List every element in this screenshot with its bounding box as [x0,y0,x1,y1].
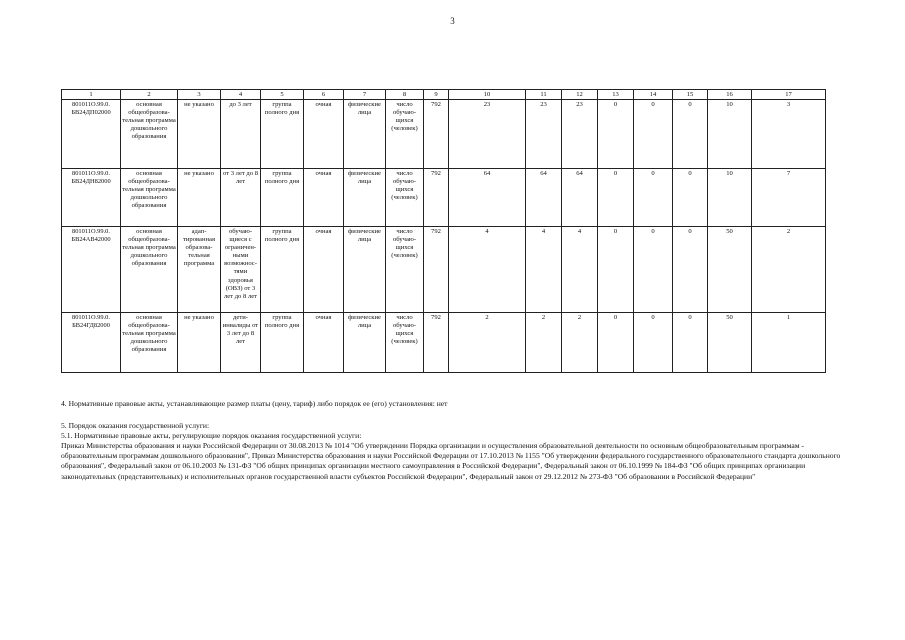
table-cell: от 3 лет до 8 лет [221,169,261,227]
table-cell: 23 [562,100,598,169]
table-header-row [62,90,826,100]
column-header: 10 [449,90,526,100]
table-cell: 4 [562,227,598,313]
table-cell: группа полного дня [261,227,304,313]
table-cell: 792 [424,169,449,227]
table-cell: число обучаю-щихся (человек) [386,227,424,313]
column-header: 9 [424,90,449,100]
table-cell: физические лица [344,313,386,373]
column-header: 8 [386,90,424,100]
table-cell: 0 [598,100,634,169]
section-5-1-heading: 5.1. Нормативные правовые акты, регулирующие порядок оказания государственной услуги: [61,431,362,440]
table-cell: не указано [178,169,221,227]
table-row [62,227,826,313]
table-cell: число обучаю-щихся (человек) [386,100,424,169]
table-cell: дети-инвалиды от 3 лет до 8 лет [221,313,261,373]
table-cell: основная общеобразова-тельная программа дошкольного образования [121,227,178,313]
table-cell: 23 [449,100,526,169]
table-cell: 4 [526,227,562,313]
table-cell: 0 [634,227,673,313]
column-header: 7 [344,90,386,100]
table-cell: основная общеобразова-тельная программа дошкольного образования [121,313,178,373]
table-cell: 3 [752,100,826,169]
table-cell: 0 [598,313,634,373]
column-header: 11 [526,90,562,100]
section-4-text: 4. Нормативные правовые акты, устанавливающие размер платы (цену, тариф) либо порядок ее (его) установления: нет [61,399,448,408]
table-cell: не указано [178,100,221,169]
legal-acts-text: Приказ Министерства образования и науки Российской Федерации от 30.08.2013 № 1014 "Об утверждении Порядка организации и осуществления образовательной деятельности по основным общеобразовательным программам - образовательным программам дошкольного образования", Приказ Министерства образования и науки Российской Федерации от 17.10.2013 № 1155 "Об утверждении федерального государственного образовательного стандарта дошкольного образования", Федеральный закон от 06.10.2003 № 131-ФЗ "Об общих принципах организации местного самоуправления в Российской Федерации", Федеральный закон от 06.10.1999 № 184-ФЗ "Об общих принципах организации законодательных (представительных) и исполнительных органов государственной власти субъектов Российской Федерации", Федеральный закон от 29.12.2012 № 273-ФЗ "Об образовании в Российской Федерации" [61,441,841,481]
table-cell: 10 [708,100,752,169]
table-row [62,169,826,227]
table-cell: группа полного дня [261,313,304,373]
table-cell: 4 [449,227,526,313]
table-cell: 64 [562,169,598,227]
table-cell: 7 [752,169,826,227]
table-cell: 792 [424,313,449,373]
table-cell: число обучаю-щихся (человек) [386,169,424,227]
table-cell: физические лица [344,169,386,227]
table-cell: 0 [673,313,708,373]
section-5-heading: 5. Порядок оказания государственной услуги: [61,421,210,430]
table-cell: очная [304,100,344,169]
table-cell: группа полного дня [261,169,304,227]
table-cell: до 3 лет [221,100,261,169]
column-header: 1 [62,90,121,100]
column-header: 5 [261,90,304,100]
table-cell: 0 [634,169,673,227]
table-cell: число обучаю-щихся (человек) [386,313,424,373]
table-cell: не указано [178,313,221,373]
table-cell: 0 [634,100,673,169]
column-header: 4 [221,90,261,100]
table-cell: 1 [752,313,826,373]
table-cell: 2 [562,313,598,373]
table-cell: 2 [752,227,826,313]
registry-code-cell: 801011О.99.0. БВ24ГД82000 [62,313,121,373]
service-volume-table [61,89,826,373]
table-cell: обучаю-щиеся с ограничен-ными возможнос-тями здоровья (ОВЗ) от 3 лет до 8 лет [221,227,261,313]
table-cell: 50 [708,313,752,373]
table-cell: 0 [673,100,708,169]
table-cell: адап-тированная образова-тельная программа [178,227,221,313]
table-cell: 2 [449,313,526,373]
table-cell: 0 [598,227,634,313]
table-cell: очная [304,313,344,373]
table-cell: 10 [708,169,752,227]
table-cell: основная общеобразова-тельная программа дошкольного образования [121,100,178,169]
table-cell: основная общеобразова-тельная программа дошкольного образования [121,169,178,227]
table-cell: 50 [708,227,752,313]
table-cell: 2 [526,313,562,373]
column-header: 15 [673,90,708,100]
table-cell: 0 [598,169,634,227]
table-cell: физические лица [344,227,386,313]
table-cell: 0 [673,227,708,313]
table-cell: очная [304,169,344,227]
table-cell: 0 [673,169,708,227]
table-cell: 0 [634,313,673,373]
column-header: 3 [178,90,221,100]
registry-code-cell: 801011О.99.0. БВ24ДП02000 [62,100,121,169]
table-cell: 792 [424,100,449,169]
registry-code-cell: 801011О.99.0. БВ24АВ42000 [62,227,121,313]
column-header: 12 [562,90,598,100]
column-header: 2 [121,90,178,100]
table-cell: группа полного дня [261,100,304,169]
column-header: 17 [752,90,826,100]
table-cell: 23 [526,100,562,169]
table-cell: физические лица [344,100,386,169]
table-row [62,313,826,373]
column-header: 14 [634,90,673,100]
registry-code-cell: 801011О.99.0. БВ24ДН82000 [62,169,121,227]
table-cell: очная [304,227,344,313]
column-header: 16 [708,90,752,100]
column-header: 6 [304,90,344,100]
table-row [62,100,826,169]
page-number: 3 [450,16,455,26]
table-cell: 792 [424,227,449,313]
table-cell: 64 [449,169,526,227]
column-header: 13 [598,90,634,100]
table-cell: 64 [526,169,562,227]
